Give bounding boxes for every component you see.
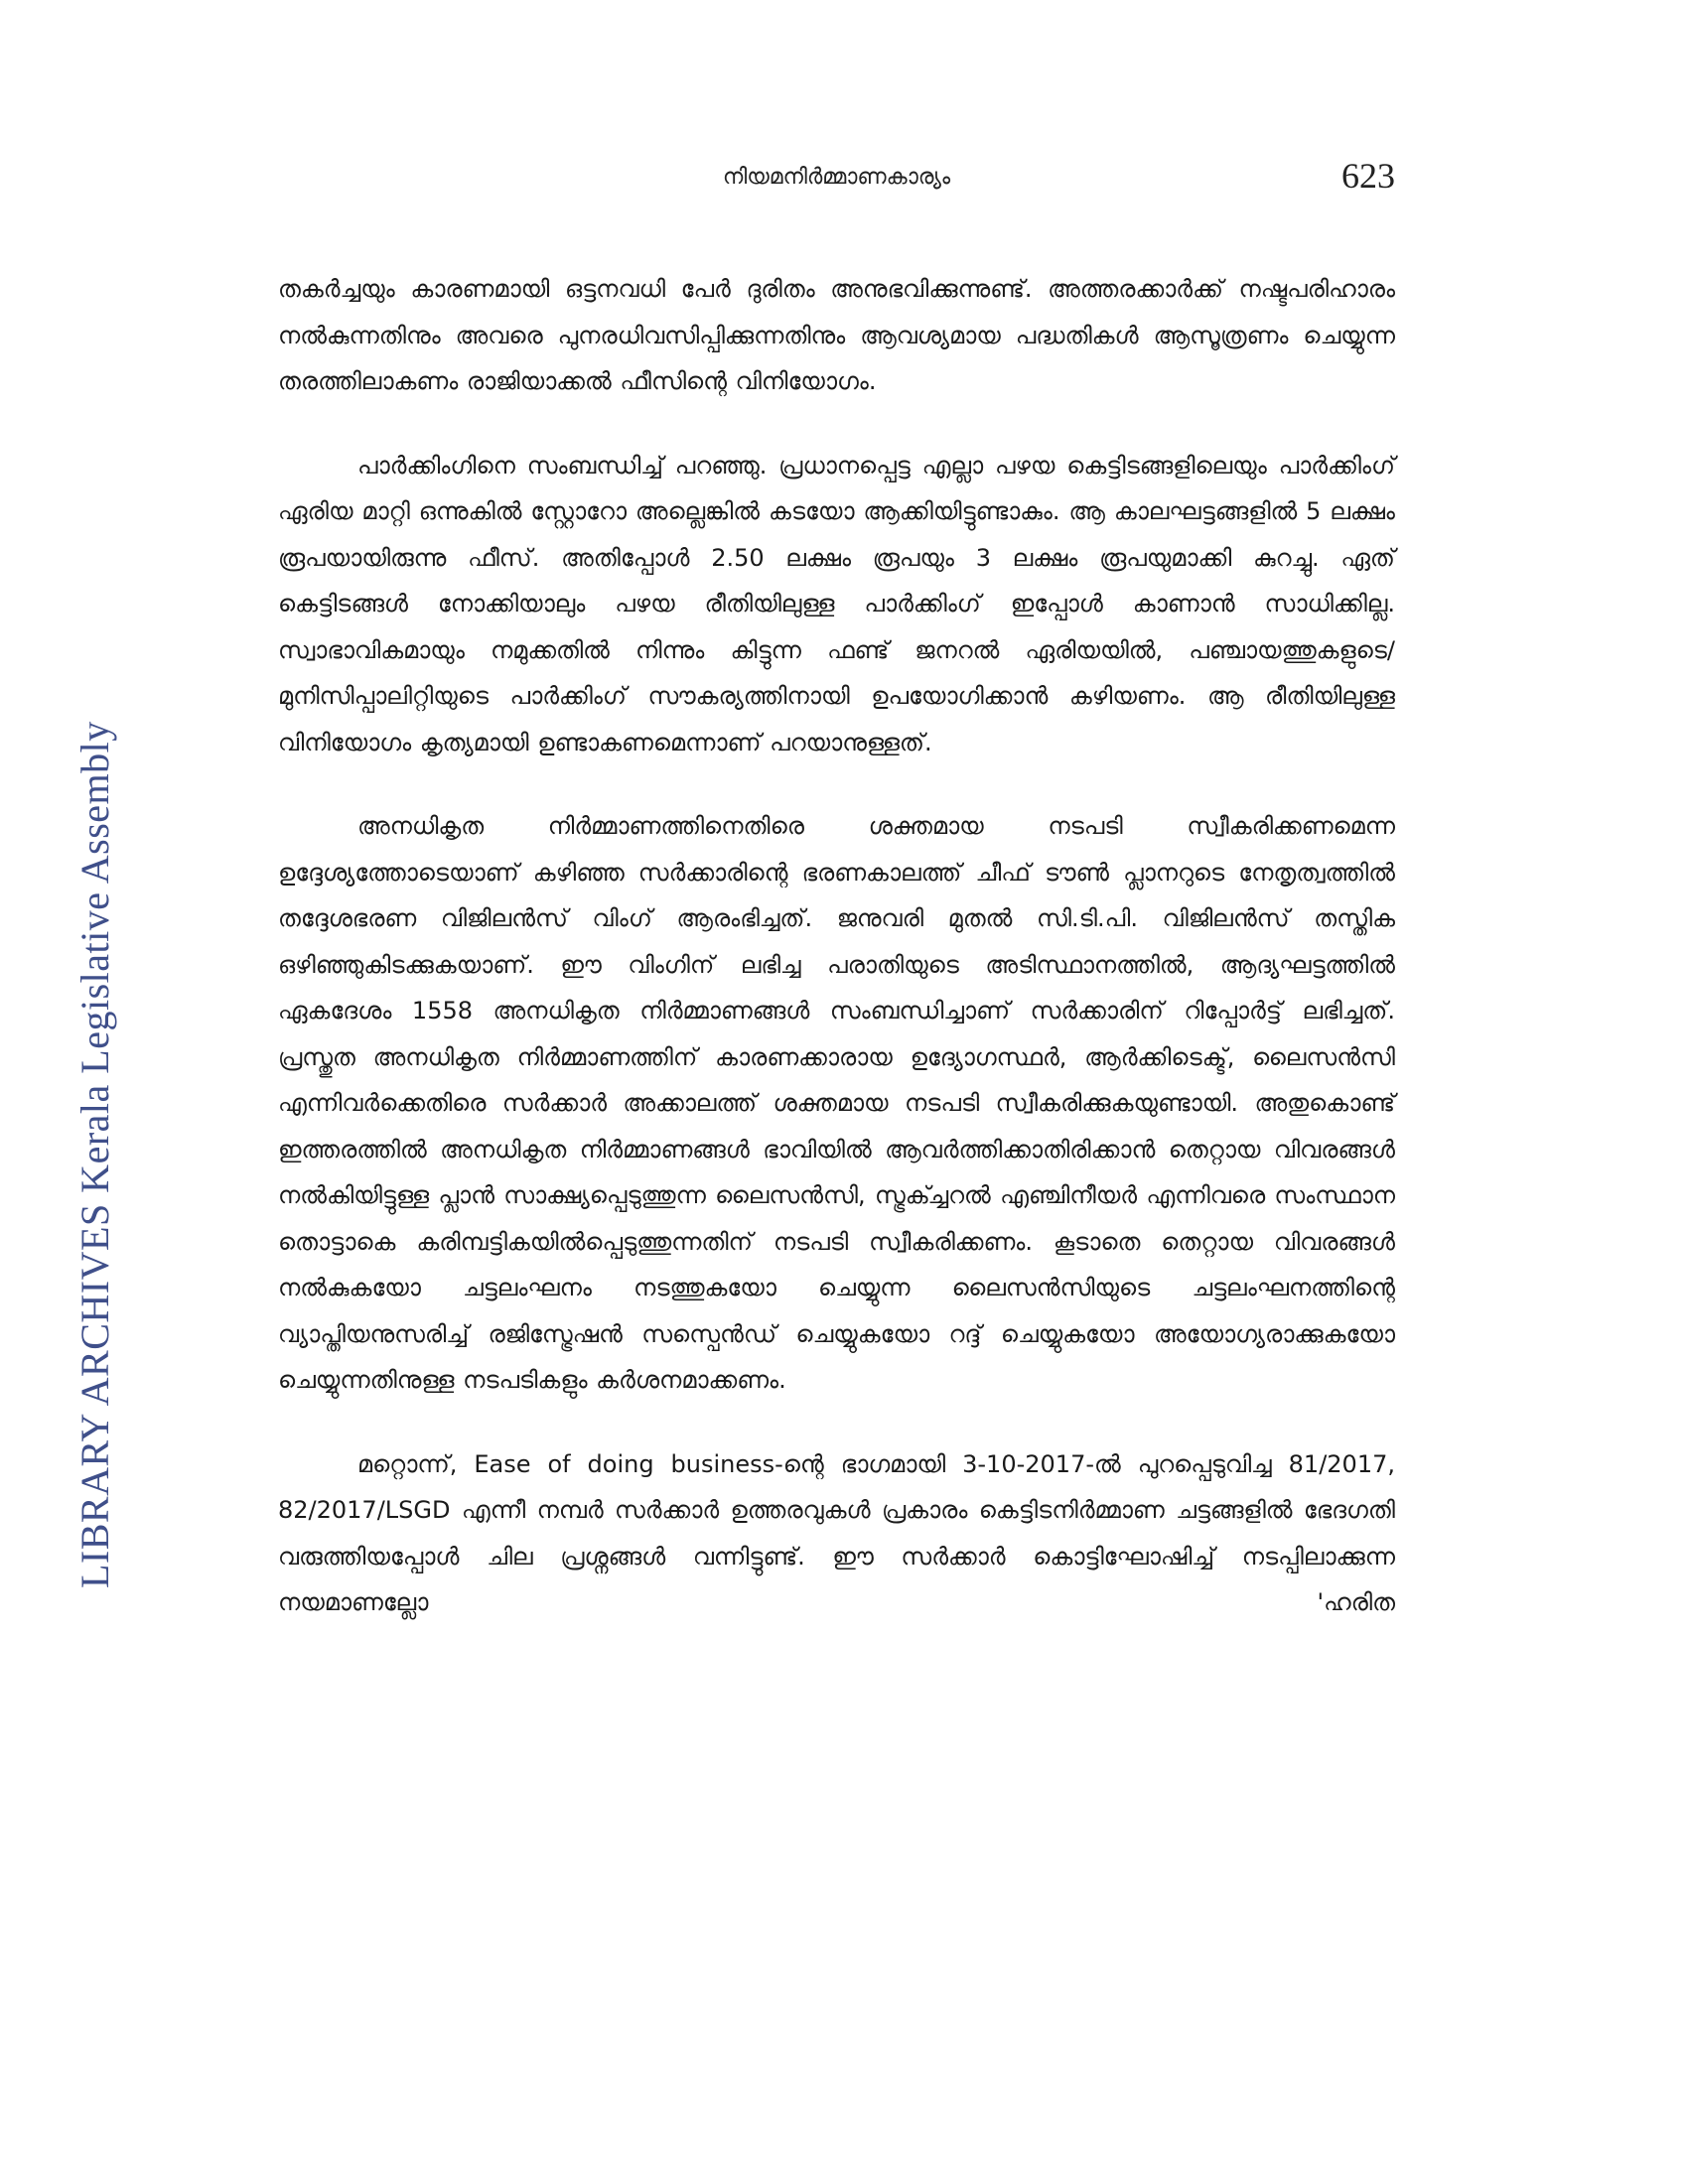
- running-title: നിയമനിർമ്മാണകാര്യം: [722, 165, 951, 190]
- paragraph-2: പാർക്കിംഗിനെ സംബന്ധിച്ച് പറഞ്ഞു. പ്രധാനപ്പെട്ട എല്ലാ പഴയ കെട്ടിടങ്ങളിലെയും പാർക്കിംഗ് ഏരിയ മാറ്റി ഒന്നുകിൽ സ്റ്റോറോ അല്ലെങ്കിൽ കടയോ ആക്കിയിട്ടുണ്ടാകും. ആ കാലഘട്ടങ്ങളിൽ 5 ലക്ഷം രൂപയായിരുന്നു ഫീസ്. അതിപ്പോൾ 2.50 ലക്ഷം രൂപയും 3 ലക്ഷം രൂപയുമാക്കി കുറച്ചു. ഏത് കെട്ടിടങ്ങൾ നോക്കിയാലും പഴയ രീതിയിലുള്ള പാർക്കിംഗ് ഇപ്പോൾ കാണാൻ സാധിക്കില്ല. സ്വാഭാവികമായും നമുക്കതിൽ നിന്നും കിട്ടുന്ന ഫണ്ട് ജനറൽ ഏരിയയിൽ, പഞ്ചായത്തുകളുടെ/മുനിസിപ്പാലിറ്റിയുടെ പാർക്കിംഗ് സൗകര്യത്തിനായി ഉപയോഗിക്കാൻ കഴിയണം. ആ രീതിയിലുള്ള വിനിയോഗം കൃത്യമായി ഉണ്ടാകണമെന്നാണ് പറയാനുള്ളത്.: [278, 451, 1395, 756]
- body-text: [278, 266, 1395, 1626]
- paragraph-3: അനധികൃത നിർമ്മാണത്തിനെതിരെ ശക്തമായ നടപടി സ്വീകരിക്കണമെന്ന ഉദ്ദേശ്യത്തോടെയാണ് കഴിഞ്ഞ സർക്കാരിന്റെ ഭരണകാലത്ത് ചീഫ് ടൗൺ പ്ലാനറുടെ നേതൃത്വത്തിൽ തദ്ദേശഭരണ വിജിലൻസ് വിംഗ് ആരംഭിച്ചത്. ജനുവരി മുതൽ സി.ടി.പി. വിജിലൻസ് തസ്തിക ഒഴിഞ്ഞുകിടക്കുകയാണ്. ഈ വിംഗിന് ലഭിച്ച പരാതിയുടെ അടിസ്ഥാനത്തിൽ, ആദ്യഘട്ടത്തിൽ ഏകദേശം 1558 അനധികൃത നിർമ്മാണങ്ങൾ സംബന്ധിച്ചാണ് സർക്കാരിന് റിപ്പോർട്ട് ലഭിച്ചത്. പ്രസ്തുത അനധികൃത നിർമ്മാണത്തിന് കാരണക്കാരായ ഉദ്യോഗസ്ഥർ, ആർക്കിടെക്ട്, ലൈസൻസി എന്നിവർക്കെതിരെ സർക്കാർ അക്കാലത്ത് ശക്തമായ നടപടി സ്വീകരിക്കുകയുണ്ടായി. അതുകൊണ്ട് ഇത്തരത്തിൽ അനധികൃത നിർമ്മാണങ്ങൾ ഭാവിയിൽ ആവർത്തിക്കാതിരിക്കാൻ തെറ്റായ വിവരങ്ങൾ നൽകിയിട്ടുള്ള പ്ലാൻ സാക്ഷ്യപ്പെടുത്തുന്ന ലൈസൻസി, സ്ട്രക്ച്ചറൽ എഞ്ചിനീയർ എന്നിവരെ സംസ്ഥാന തൊട്ടാകെ കരിമ്പട്ടികയിൽപ്പെടുത്തുന്നതിന് നടപടി സ്വീകരിക്കണം. കൂടാതെ തെറ്റായ വിവരങ്ങൾ നൽകുകയോ ചട്ടലംഘനം നടത്തുകയോ ചെയ്യുന്ന ലൈസൻസിയുടെ ചട്ടലംഘനത്തിന്റെ വ്യാപ്തിയനുസരിച്ച് രജിസ്ട്രേഷൻ സസ്പെൻഡ് ചെയ്യുകയോ റദ്ദ് ചെയ്യുകയോ അയോഗ്യരാക്കുകയോ ചെയ്യുന്നതിനുള്ള നടപടികളും കർശനമാക്കണം.: [278, 812, 1395, 1394]
- paragraph-1: തകർച്ചയും കാരണമായി ഒട്ടനവധി പേർ ദുരിതം അനുഭവിക്കുന്നുണ്ട്. അത്തരക്കാർക്ക് നഷ്ടപരിഹാരം നൽകുന്നതിനും അവരെ പുനരധിവസിപ്പിക്കുന്നതിനും ആവശ്യമായ പദ്ധതികൾ ആസൂത്രണം ചെയ്യുന്ന തരത്തിലാകണം രാജിയാക്കൽ ഫീസിന്റെ വിനിയോഗം.: [278, 275, 1395, 395]
- page-number: 623: [1341, 156, 1395, 196]
- paragraph-4: മറ്റൊന്ന്, Ease of doing business-ന്റെ ഭാഗമായി 3-10-2017-ൽ പുറപ്പെടുവിച്ച 81/2017, 82/2017/LSGD എന്നീ നമ്പർ സർക്കാർ ഉത്തരവുകൾ പ്രകാരം കെട്ടിടനിർമ്മാണ ചട്ടങ്ങളിൽ ഭേദഗതി വരുത്തിയപ്പോൾ ചില പ്രശ്നങ്ങൾ വന്നിട്ടുണ്ട്. ഈ സർക്കാർ കൊട്ടിഘോഷിച്ച് നടപ്പിലാക്കുന്ന നയമാണല്ലോ 'ഹരിത: [278, 1449, 1395, 1616]
- running-header: [278, 156, 1395, 199]
- archive-watermark: LIBRARY ARCHIVES Kerala Legislative Assembly: [72, 721, 117, 1588]
